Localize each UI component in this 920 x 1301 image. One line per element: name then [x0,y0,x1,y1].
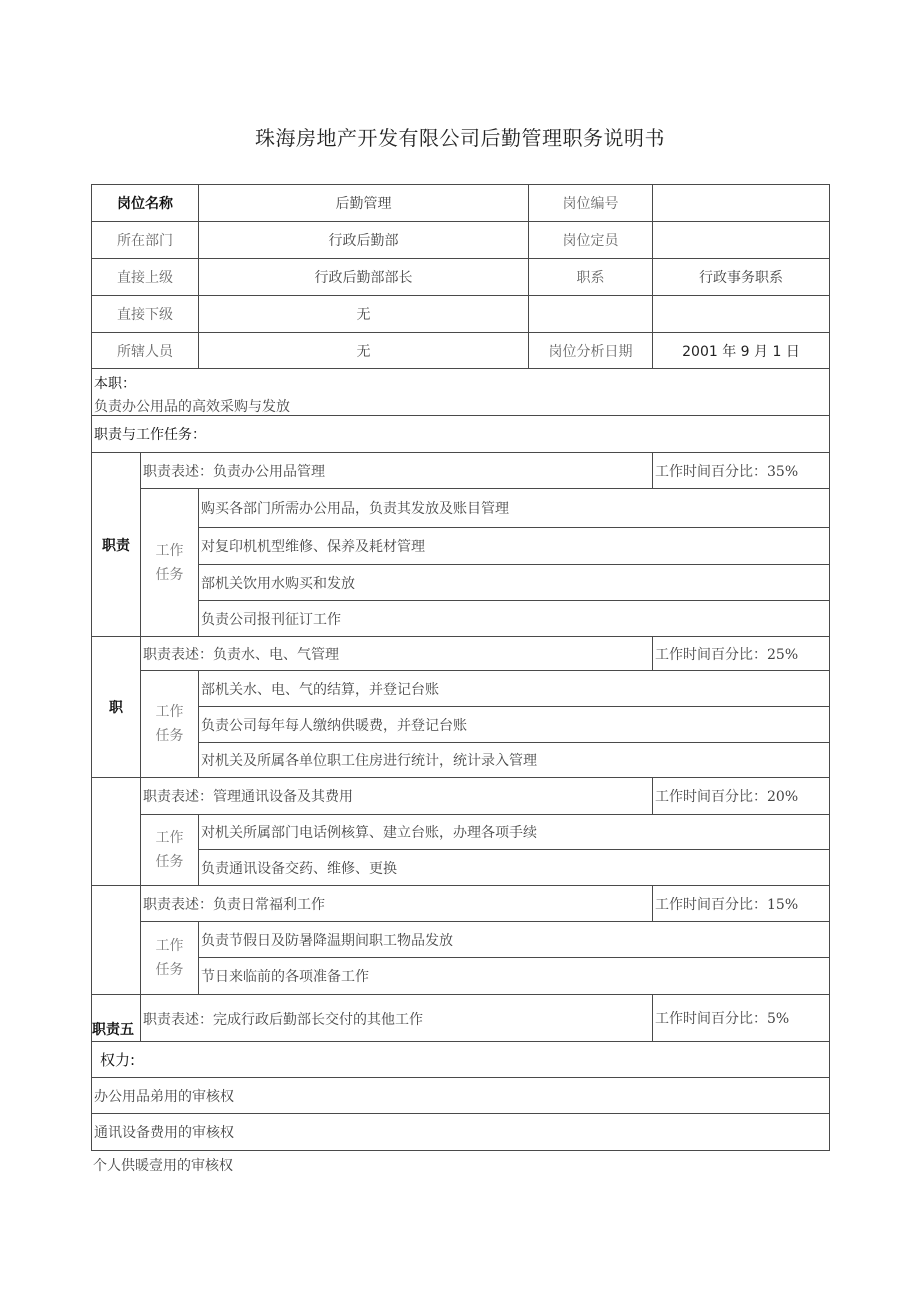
duty-1-task-1: 购买各部门所需办公用品，负责其发放及账目管理 [198,488,830,528]
task-label-line2: 任务 [155,566,184,583]
duty-2-task-3: 对机关及所属各单位职工住房进行统计，统计录入管理 [198,742,830,778]
duty-1-task-3: 部机关饮用水购买和发放 [198,564,830,601]
duty-3-label [91,777,141,886]
duty-2-task-label [140,670,199,778]
power-item-3: 个人供暖壹用的审核权 [93,1158,233,1174]
value-position-code [652,184,830,222]
duty-summary-box [91,368,830,416]
value-direct-subordinate: 无 [198,295,529,333]
duty-5-desc: 职责表述：完成行政后勤部长交付的其他工作 [140,994,653,1042]
label-job-family: 职系 [528,258,653,296]
value-department: 行政后勤部 [198,221,529,259]
power-heading: 权力: [91,1041,830,1078]
label-direct-subordinate: 直接下级 [91,295,199,333]
duty-3-task-2: 负责通讯设备交药、维修、更换 [198,849,830,886]
duty-3-pct: 工作时间百分比：20% [652,777,830,815]
page-title: 珠海房地产开发有限公司后勤管理职务说明书 [255,126,665,150]
duty-1-task-4: 负责公司报刊征订工作 [198,600,830,637]
duty-2-task-2: 负责公司每年每人缴纳供暖费，并登记台账 [198,706,830,743]
duty-4-task-label [140,921,199,995]
value-headcount [652,221,830,259]
duty-1-desc: 职责表述：负责办公用品管理 [140,452,653,489]
duty-5-pct: 工作时间百分比：5% [652,994,830,1042]
label-department: 所在部门 [91,221,199,259]
value-empty [652,295,830,333]
label-direct-superior: 直接上级 [91,258,199,296]
duty-3-task-label [140,814,199,886]
value-job-family: 行政事务职系 [652,258,830,296]
label-position-code: 岗位编号 [528,184,653,222]
duty-3-desc: 职责表述：管理通讯设备及其费用 [140,777,653,815]
duty-4-task-2: 节日来临前的各项准备工作 [198,957,830,995]
value-analysis-date: 2001 年 9 月 1 日 [652,332,830,369]
duty-summary-text: 负责办公用品的高效采购与发放 [94,399,290,415]
duty-1-pct: 工作时间百分比：35% [652,452,830,489]
duty-summary-heading: 本职： [94,376,136,392]
value-position-name: 后勤管理 [198,184,529,222]
label-staff: 所辖人员 [91,332,199,369]
task-label-line1: 工作 [155,542,184,559]
task-label-line2: 任务 [155,962,184,978]
duties-heading: 职责与工作任务： [91,415,830,453]
duty-4-desc: 职责表述：负责日常福利工作 [140,885,653,922]
label-empty [528,295,653,333]
task-label-line2: 任务 [155,728,184,744]
power-item-1: 办公用品弟用的审核权 [91,1077,830,1114]
task-label-line1: 工作 [155,938,184,954]
duty-2-task-1: 部机关水、电、气的结算，并登记台账 [198,670,830,707]
label-position-name: 岗位名称 [91,184,199,222]
task-label-line1: 工作 [155,704,184,720]
duty-4-pct: 工作时间百分比：15% [652,885,830,922]
duty-5-label: 职责五 [91,994,141,1042]
duty-1-task-label [140,488,199,637]
task-label-line1: 工作 [155,830,184,846]
value-direct-superior: 行政后勤部部长 [198,258,529,296]
duty-2-label: 职 [91,636,141,778]
label-headcount: 岗位定员 [528,221,653,259]
task-label-line2: 任务 [155,854,184,870]
duty-3-task-1: 对机关所属部门电话例核算、建立台账，办理各项手续 [198,814,830,850]
duty-1-label: 职责 [91,452,141,637]
label-analysis-date: 岗位分析日期 [528,332,653,369]
duty-4-task-1: 负责节假日及防暑降温期间职工物品发放 [198,921,830,958]
duty-4-label [91,885,141,995]
duty-2-pct: 工作时间百分比：25% [652,636,830,671]
power-item-2: 通讯设备费用的审核权 [91,1113,830,1151]
duty-1-task-2: 对复印机机型维修、保养及耗材管理 [198,527,830,565]
value-staff: 无 [198,332,529,369]
duty-2-desc: 职责表述：负责水、电、气管理 [140,636,653,671]
